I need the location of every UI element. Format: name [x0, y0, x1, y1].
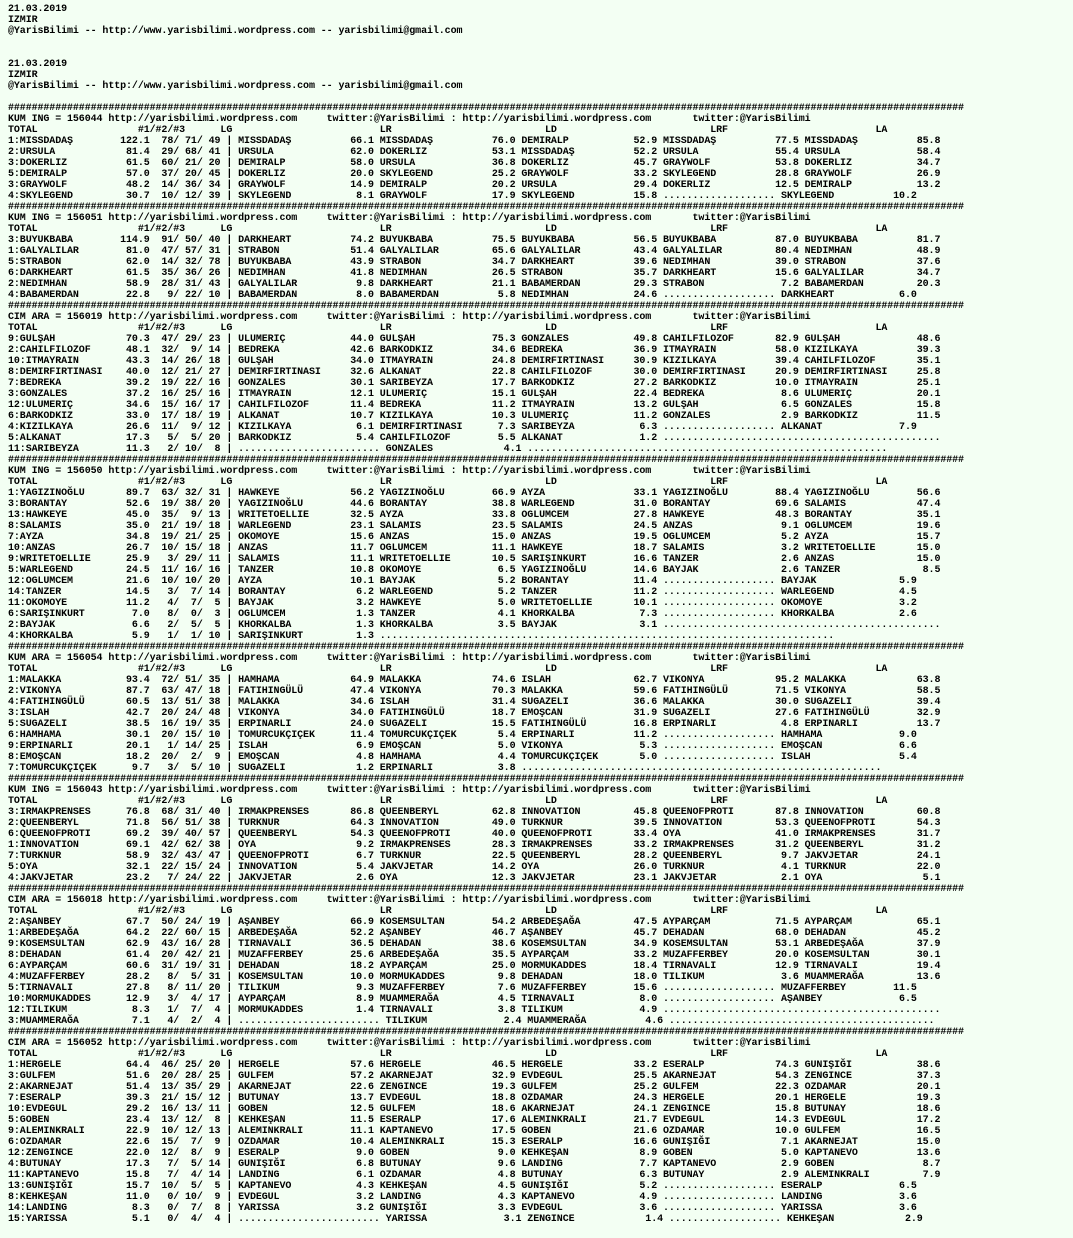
- report-line: CIM ARA = 156018 http://yarisbilimi.wordpress.com twitter:@YarisBilimi : http://yarisbilimi.wordpress.com twitter:@YarisBilimi: [8, 895, 811, 906]
- report-line: 21.03.2019: [8, 59, 68, 70]
- report-line: 2:NEDIMHAN 58.9 28/ 31/ 43 | GALYALILAR 9.8 DARKHEART 21.1 BABAMERDAN 29.3 STRABON 7.2 BABAMERDAN 20.3: [8, 279, 941, 290]
- report-line: ##################################################################################################################################################################: [8, 774, 964, 785]
- report-line: 2:AKARNEJAT 51.4 13/ 35/ 29 | AKARNEJAT 22.6 ZENGINCE 19.3 GULFEM 25.2 GULFEM 22.3 OZDAMAR 20.1: [8, 1082, 941, 1093]
- report-line: 4:SKYLEGEND 30.7 10/ 12/ 39 | SKYLEGEND 8.1 GRAYWOLF 17.9 SKYLEGEND 15.8 ................... SKYLEGEND 10.2: [8, 191, 917, 202]
- report-line: 12:TILIKUM 8.3 1/ 7/ 4 | MORMUKADDES 1.4 TIRNAVALI 3.8 TILIKUM 4.9 ...............................................: [8, 1005, 941, 1016]
- report-line: 10:EVDEGUL 29.2 16/ 13/ 11 | GOBEN 12.5 GULFEM 18.6 AKARNEJAT 24.1 ZENGINCE 15.8 BUTUNAY 18.6: [8, 1104, 941, 1115]
- report-line: 9:ALEMINKRALI 22.9 10/ 12/ 13 | ALEMINKRALI 11.1 KAPTANEVO 17.5 GOBEN 21.6 OZDAMAR 10.0 GULFEM 16.5: [8, 1126, 941, 1137]
- report-line: 5:STRABON 62.0 14/ 32/ 78 | BUYUKBABA 43.9 STRABON 34.7 DARKHEART 39.6 NEDIMHAN 39.0 STRABON 37.6: [8, 257, 941, 268]
- report-line: 11:KAPTANEVO 15.8 7/ 4/ 14 | LANDING 6.1 OZDAMAR 4.8 BUTUNAY 6.3 BUTUNAY 2.9 ALEMINKRALI 7.9: [8, 1170, 941, 1181]
- report-line: 7:ESERALP 39.3 21/ 15/ 12 | BUTUNAY 13.7 EVDEGUL 18.8 OZDAMAR 24.3 HERGELE 20.1 HERGELE 19.3: [8, 1093, 941, 1104]
- report-line: 6:DARKHEART 61.5 35/ 36/ 26 | NEDIMHAN 41.8 NEDIMHAN 26.5 STRABON 35.7 DARKHEART 15.6 GALYALILAR 34.7: [8, 268, 941, 279]
- report-line: 3:IRMAKPRENSES 76.8 68/ 31/ 40 | IRMAKPRENSES 86.8 QUEENBERYL 62.8 INNOVATION 45.8 QUEENOFPROTI 87.8 INNOVATION 60.8: [8, 807, 941, 818]
- report-line: 1:MISSDADAŞ 122.1 78/ 71/ 49 | MISSDADAŞ 66.1 MISSDADAŞ 76.0 DEMIRALP 52.9 MISSDADAŞ 77.5 MISSDADAŞ 85.8: [8, 136, 941, 147]
- report-line: 4:JAKVJETAR 23.2 7/ 24/ 22 | JAKVJETAR 2.6 OYA 12.3 JAKVJETAR 23.1 JAKVJETAR 2.1 OYA 5.1: [8, 873, 941, 884]
- report-line: 21.03.2019: [8, 4, 68, 15]
- report-line: 4:KHORKALBA 5.9 1/ 1/ 10 | SARIŞINKURT 1.3 .............................................................................: [8, 631, 835, 642]
- report-line: TOTAL #1/#2/#3 LG LR LD LRF LA: [8, 906, 888, 917]
- report-line: 2:CAHILFILOZOF 48.1 32/ 9/ 14 | BEDREKA 42.6 BARKODKIZ 34.6 BEDREKA 36.9 ITMAYRAIN 58.0 KIZILKAYA 39.3: [8, 345, 941, 356]
- report-line: IZMIR: [8, 15, 38, 26]
- report-line: 14:LANDING 8.3 0/ 7/ 8 | YARISSA 3.2 GUNIŞIĞI 3.3 EVDEGUL 3.6 ................... YARISSA 3.6: [8, 1203, 917, 1214]
- report-line: 3:DOKERLIZ 61.5 60/ 21/ 20 | DEMIRALP 58.0 URSULA 36.8 DOKERLIZ 45.7 GRAYWOLF 53.8 DOKERLIZ 34.7: [8, 158, 941, 169]
- report-line: 9:GULŞAH 70.3 47/ 29/ 23 | ULUMERIÇ 44.0 GULŞAH 75.3 GONZALES 49.8 CAHILFILOZOF 82.9 GULŞAH 48.6: [8, 334, 941, 345]
- report-line: ##################################################################################################################################################################: [8, 202, 964, 213]
- report-line: 5:DEMIRALP 57.0 37/ 20/ 45 | DOKERLIZ 20.0 SKYLEGEND 25.2 GRAYWOLF 33.2 SKYLEGEND 28.8 GRAYWOLF 26.9: [8, 169, 941, 180]
- report-line: 11:SARIBEYZA 11.3 2/ 10/ 8 | ........................ GONZALES 4.1 .............................................................: [8, 444, 888, 455]
- report-line: IZMIR: [8, 70, 38, 81]
- report-line: 6:QUEENOFPROTI 69.2 39/ 40/ 57 | QUEENBERYL 54.3 QUEENOFPROTI 40.0 QUEENOFPROTI 33.4 OYA 41.0 IRMAKPRENSES 31.7: [8, 829, 941, 840]
- report-line: 8:SALAMIS 35.0 21/ 19/ 18 | WARLEGEND 23.1 SALAMIS 23.5 SALAMIS 24.5 ANZAS 9.1 OGLUMCEM 19.6: [8, 521, 941, 532]
- report-line: KUM ING = 156043 http://yarisbilimi.wordpress.com twitter:@YarisBilimi : http://yarisbilimi.wordpress.com twitter:@YarisBilimi: [8, 785, 811, 796]
- report-line: TOTAL #1/#2/#3 LG LR LD LRF LA: [8, 125, 888, 136]
- report-line: 3:ISLAH 42.7 20/ 24/ 48 | VIKONYA 34.0 FATIHINGÜLÜ 18.7 EMOŞCAN 31.9 SUGAZELI 27.6 FATIHINGÜLÜ 32.9: [8, 708, 941, 719]
- report-line: KUM ING = 156044 http://yarisbilimi.wordpress.com twitter:@YarisBilimi : http://yarisbilimi.wordpress.com twitter:@YarisBilimi: [8, 114, 811, 125]
- report-line: 7:TOMURCUKÇIÇEK 9.7 3/ 5/ 10 | SUGAZELI 1.2 ERPINARLI 3.8 .............................................................: [8, 763, 882, 774]
- report-line: ##################################################################################################################################################################: [8, 884, 964, 895]
- report-line: KUM ING = 156050 http://yarisbilimi.wordpress.com twitter:@YarisBilimi : http://yarisbilimi.wordpress.com twitter:@YarisBilimi: [8, 466, 811, 477]
- report-line: 12:OGLUMCEM 21.6 10/ 10/ 20 | AYZA 10.1 BAYJAK 5.2 BORANTAY 11.4 ................... BAYJAK 5.9: [8, 576, 917, 587]
- report-line: 1:MALAKKA 93.4 72/ 51/ 35 | HAMHAMA 64.9 MALAKKA 74.6 ISLAH 62.7 VIKONYA 95.2 MALAKKA 63.8: [8, 675, 941, 686]
- report-line: ##################################################################################################################################################################: [8, 301, 964, 312]
- report-line: 2:AŞANBEY 67.7 50/ 24/ 19 | AŞANBEY 66.9 KOSEMSULTAN 54.2 ARBEDEŞAĞA 47.5 AYPARÇAM 71.5 AYPARÇAM 65.1: [8, 917, 941, 928]
- report-line: 7:TURKNUR 58.9 32/ 43/ 47 | QUEENOFPROTI 6.7 TURKNUR 22.5 QUEENBERYL 28.2 QUEENBERYL 9.7 JAKVJETAR 24.1: [8, 851, 941, 862]
- report-line: 8:DEMIRFIRTINASI 40.0 12/ 21/ 27 | DEMIRFIRTINASI 32.6 ALKANAT 22.8 CAHILFILOZOF 30.0 DEMIRFIRTINASI 20.9 DEMIRFIRTINASI 25.8: [8, 367, 941, 378]
- report-line: TOTAL #1/#2/#3 LG LR LD LRF LA: [8, 224, 888, 235]
- report-line: 5:TIRNAVALI 27.8 8/ 11/ 20 | TILIKUM 9.3 MUZAFFERBEY 7.6 MUZAFFERBEY 15.6 ................... MUZAFFERBEY 11.5: [8, 983, 917, 994]
- report-line: 12:ULUMERIÇ 34.6 15/ 16/ 17 | CAHILFILOZOF 11.4 BEDREKA 11.2 ITMAYRAIN 13.2 GULŞAH 6.5 GONZALES 15.8: [8, 400, 941, 411]
- report-line: 15:YARISSA 5.1 0/ 4/ 4 | ........................ YARISSA 3.1 ZENGINCE 1.4 ................... KEHKEŞAN 2.9: [8, 1214, 923, 1225]
- report-line: 14:TANZER 14.5 3/ 7/ 14 | BORANTAY 6.2 WARLEGEND 5.2 TANZER 11.2 ................... WARLEGEND 4.5: [8, 587, 917, 598]
- report-line: 10:MORMUKADDES 12.9 3/ 4/ 17 | AYPARÇAM 8.9 MUAMMERAĞA 4.5 TIRNAVALI 8.0 ................... AŞANBEY 6.5: [8, 994, 917, 1005]
- report-line: 3:GULFEM 51.6 20/ 28/ 25 | GULFEM 57.2 AKARNEJAT 32.9 EVDEGUL 25.5 AKARNEJAT 54.3 ZENGINCE 37.3: [8, 1071, 941, 1082]
- report-line: 6:OZDAMAR 22.6 15/ 7/ 9 | OZDAMAR 10.4 ALEMINKRALI 15.3 ESERALP 16.6 GUNIŞIĞI 7.1 AKARNEJAT 15.0: [8, 1137, 941, 1148]
- report-line: ##################################################################################################################################################################: [8, 455, 964, 466]
- report-line: 1:YAGIZINOĞLU 89.7 63/ 32/ 31 | HAWKEYE 56.2 YAGIZINOĞLU 66.9 AYZA 33.1 YAGIZINOĞLU 88.4 YAGIZINOĞLU 56.6: [8, 488, 941, 499]
- report-line: 5:SUGAZELI 38.5 16/ 19/ 35 | ERPINARLI 24.0 SUGAZELI 15.5 FATIHINGÜLÜ 16.8 ERPINARLI 4.8 ERPINARLI 13.7: [8, 719, 941, 730]
- report-line: ##################################################################################################################################################################: [8, 642, 964, 653]
- report-line: 3:MUAMMERAĞA 7.1 4/ 2/ 4 | ........................ TILIKUM 2.4 MUAMMERAĞA 4.6 .............................................: [8, 1016, 935, 1027]
- report-line: 8:EMOŞCAN 18.2 20/ 2/ 9 | EMOŞCAN 4.8 HAMHAMA 4.4 TOMURCUKÇIÇEK 5.0 ................... ISLAH 5.4: [8, 752, 917, 763]
- report-line: TOTAL #1/#2/#3 LG LR LD LRF LA: [8, 1049, 888, 1060]
- report-line: 10:ITMAYRAIN 43.3 14/ 26/ 18 | GULŞAH 34.0 ITMAYRAIN 24.8 DEMIRFIRTINASI 30.9 KIZILKAYA 39.4 CAHILFILOZOF 35.1: [8, 356, 941, 367]
- report-line: 5:OYA 32.1 22/ 15/ 24 | INNOVATION 5.4 JAKVJETAR 14.2 OYA 26.0 TURKNUR 4.1 TURKNUR 22.0: [8, 862, 941, 873]
- report-line: TOTAL #1/#2/#3 LG LR LD LRF LA: [8, 477, 888, 488]
- report-line: CIM ARA = 156052 http://yarisbilimi.wordpress.com twitter:@YarisBilimi : http://yarisbilimi.wordpress.com twitter:@YarisBilimi: [8, 1038, 811, 1049]
- report-line: 1:ARBEDEŞAĞA 64.2 22/ 60/ 15 | ARBEDEŞAĞA 52.2 AŞANBEY 46.7 AŞANBEY 45.7 DEHADAN 68.0 DEHADAN 45.2: [8, 928, 941, 939]
- report-line: 5:WARLEGEND 24.5 11/ 16/ 16 | TANZER 10.8 OKOMOYE 6.5 YAGIZINOĞLU 14.6 BAYJAK 2.6 TANZER 8.5: [8, 565, 941, 576]
- report-line: 4:FATIHINGÜLÜ 60.5 13/ 51/ 38 | MALAKKA 34.6 ISLAH 31.4 SUGAZELI 36.6 MALAKKA 30.0 SUGAZELI 39.4: [8, 697, 941, 708]
- report-line: 10:ANZAS 26.7 10/ 15/ 18 | ANZAS 11.7 OGLUMCEM 11.1 HAWKEYE 18.7 SALAMIS 3.2 WRITETOELLIE 15.0: [8, 543, 941, 554]
- report-line: 5:ALKANAT 17.3 5/ 5/ 20 | BARKODKIZ 5.4 CAHILFILOZOF 5.5 ALKANAT 1.2 ...............................................: [8, 433, 941, 444]
- report-line: 2:VIKONYA 87.7 63/ 47/ 18 | FATIHINGÜLÜ 47.4 VIKONYA 70.3 MALAKKA 59.6 FATIHINGÜLÜ 71.5 VIKONYA 58.5: [8, 686, 941, 697]
- report-line: 3:BORANTAY 52.6 19/ 38/ 20 | YAGIZINOĞLU 44.6 BORANTAY 38.8 WARLEGEND 31.0 BORANTAY 69.6 SALAMIS 47.4: [8, 499, 941, 510]
- report-line: 6:HAMHAMA 30.1 20/ 15/ 10 | TOMURCUKÇIÇEK 11.4 TOMURCUKÇIÇEK 5.4 ERPINARLI 11.2 ................... HAMHAMA 9.0: [8, 730, 917, 741]
- report-line: 9:KOSEMSULTAN 62.9 43/ 16/ 28 | TIRNAVALI 36.5 DEHADAN 38.6 KOSEMSULTAN 34.9 KOSEMSULTAN 53.1 ARBEDEŞAĞA 37.9: [8, 939, 941, 950]
- report-line: 1:GALYALILAR 81.0 47/ 57/ 31 | STRABON 51.4 GALYALILAR 65.6 GALYALILAR 43.4 GALYALILAR 80.4 NEDIMHAN 48.9: [8, 246, 941, 257]
- report-line: [8, 92, 1073, 103]
- report-line: 2:URSULA 81.4 29/ 68/ 41 | URSULA 62.0 DOKERLIZ 53.1 MISSDADAŞ 52.2 URSULA 55.4 URSULA 58.4: [8, 147, 941, 158]
- report-line: 12:ZENGINCE 22.0 12/ 8/ 9 | ESERALP 9.0 GOBEN 9.0 KEHKEŞAN 8.9 GOBEN 5.0 KAPTANEVO 13.6: [8, 1148, 941, 1159]
- report-line: 9:ERPINARLI 20.1 1/ 14/ 25 | ISLAH 6.9 EMOŞCAN 5.0 VIKONYA 5.3 ................... EMOŞCAN 6.6: [8, 741, 917, 752]
- report-line: 6:AYPARÇAM 60.6 31/ 19/ 31 | DEHADAN 18.2 AYPARÇAM 25.0 MORMUKADDES 18.4 TIRNAVALI 12.9 TIRNAVALI 19.4: [8, 961, 941, 972]
- report-line: CIM ARA = 156019 http://yarisbilimi.wordpress.com twitter:@YarisBilimi : http://yarisbilimi.wordpress.com twitter:@YarisBilimi: [8, 312, 811, 323]
- report-line: 2:BAYJAK 6.6 2/ 5/ 5 | KHORKALBA 1.3 KHORKALBA 3.5 BAYJAK 3.1 ...............................................: [8, 620, 941, 631]
- report-line: @YarisBilimi -- http://www.yarisbilimi.wordpress.com -- yarisbilimi@gmail.com: [8, 26, 463, 37]
- report-line: KUM ING = 156051 http://yarisbilimi.wordpress.com twitter:@YarisBilimi : http://yarisbilimi.wordpress.com twitter:@YarisBilimi: [8, 213, 811, 224]
- report-line: 4:MUZAFFERBEY 28.2 8/ 5/ 31 | KOSEMSULTAN 10.0 MORMUKADDES 9.8 DEHADAN 18.0 TILIKUM 3.6 MUAMMERAĞA 13.6: [8, 972, 941, 983]
- report-line: 1:INNOVATION 69.1 42/ 62/ 38 | OYA 9.2 IRMAKPRENSES 28.3 IRMAKPRENSES 33.2 IRMAKPRENSES 31.2 QUEENBERYL 31.2: [8, 840, 941, 851]
- report-line: 3:BUYUKBABA 114.9 91/ 50/ 40 | DARKHEART 74.2 BUYUKBABA 75.5 BUYUKBABA 56.5 BUYUKBABA 87.0 BUYUKBABA 81.7: [8, 235, 941, 246]
- report-line: 8:KEHKEŞAN 11.0 0/ 10/ 9 | EVDEGUL 3.2 LANDING 4.3 KAPTANEVO 4.9 ................... LANDING 3.6: [8, 1192, 917, 1203]
- report-line: ##################################################################################################################################################################: [8, 103, 964, 114]
- report-line: 9:WRITETOELLIE 25.9 3/ 29/ 11 | SALAMIS 11.1 WRITETOELLIE 10.5 SARIŞINKURT 16.6 TANZER 2.6 ANZAS 15.0: [8, 554, 941, 565]
- report-line: 5:GOBEN 23.4 13/ 12/ 8 | KEHKEŞAN 11.5 ESERALP 17.6 ALEMINKRALI 21.7 EVDEGUL 14.3 EVDEGUL 17.2: [8, 1115, 941, 1126]
- report-line: [8, 48, 1073, 59]
- report-line: 2:QUEENBERYL 71.8 56/ 51/ 38 | TURKNUR 64.3 INNOVATION 49.0 TURKNUR 39.5 INNOVATION 53.3 QUEENOFPROTI 54.3: [8, 818, 941, 829]
- report-line: TOTAL #1/#2/#3 LG LR LD LRF LA: [8, 664, 888, 675]
- report-line: KUM ARA = 156054 http://yarisbilimi.wordpress.com twitter:@YarisBilimi : http://yarisbilimi.wordpress.com twitter:@YarisBilimi: [8, 653, 811, 664]
- report-line: 7:BEDREKA 39.2 19/ 22/ 16 | GONZALES 30.1 SARIBEYZA 17.7 BARKODKIZ 27.2 BARKODKIZ 10.0 ITMAYRAIN 25.1: [8, 378, 941, 389]
- report-line: 3:GONZALES 37.2 16/ 25/ 16 | ITMAYRAIN 12.1 ULUMERIÇ 15.1 GULŞAH 22.4 BEDREKA 8.6 ULUMERIÇ 20.1: [8, 389, 941, 400]
- report-line: 7:AYZA 34.8 19/ 21/ 25 | OKOMOYE 15.6 ANZAS 15.0 ANZAS 19.5 OGLUMCEM 5.2 AYZA 15.7: [8, 532, 941, 543]
- report-line: 3:GRAYWOLF 48.2 14/ 36/ 34 | GRAYWOLF 14.9 DEMIRALP 20.2 URSULA 29.4 DOKERLIZ 12.5 DEMIRALP 13.2: [8, 180, 941, 191]
- report-line: 13:HAWKEYE 45.0 35/ 9/ 13 | WRITETOELLIE 32.5 AYZA 33.8 OGLUMCEM 27.8 HAWKEYE 48.3 BORANTAY 35.1: [8, 510, 941, 521]
- report-line: 8:DEHADAN 61.4 20/ 42/ 21 | MUZAFFERBEY 25.6 ARBEDEŞAĞA 35.5 AYPARÇAM 33.2 MUZAFFERBEY 20.0 KOSEMSULTAN 30.1: [8, 950, 941, 961]
- report-line: 11:OKOMOYE 11.2 4/ 7/ 5 | BAYJAK 3.2 HAWKEYE 5.0 WRITETOELLIE 10.1 ................... OKOMOYE 3.2: [8, 598, 917, 609]
- report-line: 6:SARIŞINKURT 7.0 8/ 0/ 3 | OGLUMCEM 1.3 TANZER 4.1 KHORKALBA 7.3 ................... KHORKALBA 2.6: [8, 609, 917, 620]
- report-line: @YarisBilimi -- http://www.yarisbilimi.wordpress.com -- yarisbilimi@gmail.com: [8, 81, 463, 92]
- report-line: 13:GUNIŞIĞI 15.7 10/ 5/ 5 | KAPTANEVO 4.3 KEHKEŞAN 4.5 GUNIŞIĞI 5.2 ................... ESERALP 6.5: [8, 1181, 917, 1192]
- report-line: 4:BUTUNAY 17.3 7/ 5/ 14 | GUNIŞIĞI 6.8 BUTUNAY 9.6 LANDING 7.7 KAPTANEVO 2.9 GOBEN 8.7: [8, 1159, 941, 1170]
- report-line: [8, 37, 1073, 48]
- report-line: TOTAL #1/#2/#3 LG LR LD LRF LA: [8, 796, 888, 807]
- report-line: 4:KIZILKAYA 26.6 11/ 9/ 12 | KIZILKAYA 6.1 DEMIRFIRTINASI 7.3 SARIBEYZA 6.3 ................... ALKANAT 7.9: [8, 422, 917, 433]
- report-line: ##################################################################################################################################################################: [8, 1027, 964, 1038]
- report-line: TOTAL #1/#2/#3 LG LR LD LRF LA: [8, 323, 888, 334]
- report-line: 4:BABAMERDAN 22.8 9/ 22/ 10 | BABAMERDAN 8.0 BABAMERDAN 5.8 NEDIMHAN 24.6 ................... DARKHEART 6.0: [8, 290, 917, 301]
- report-line: 1:HERGELE 64.4 46/ 25/ 20 | HERGELE 57.6 HERGELE 46.5 HERGELE 33.2 ESERALP 74.3 GUNIŞIĞI 38.6: [8, 1060, 941, 1071]
- report-line: 6:BARKODKIZ 33.0 17/ 18/ 19 | ALKANAT 10.7 KIZILKAYA 10.3 ULUMERIÇ 11.2 GONZALES 2.9 BARKODKIZ 11.5: [8, 411, 941, 422]
